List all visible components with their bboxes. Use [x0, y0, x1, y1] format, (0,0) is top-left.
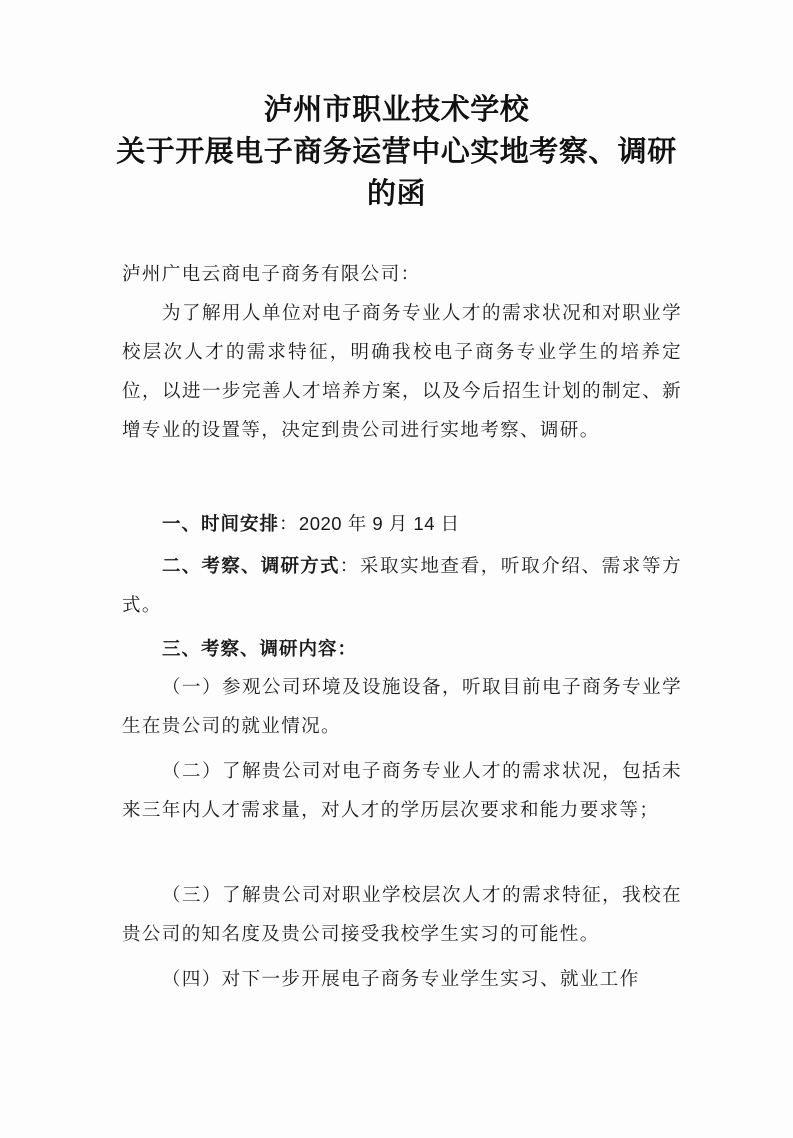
section-method-label: 二、考察、调研方式: [162, 556, 340, 577]
content-item-1: （一）参观公司环境及设施设备，听取目前电子商务专业学生在贵公司的就业情况。: [122, 677, 682, 737]
section-method: [122, 547, 682, 625]
title-line-3: 的函: [366, 176, 426, 210]
section-time-value: 2020 年 9 月 14 日: [298, 513, 460, 534]
intro-paragraph: 为了解用人单位对电子商务专业人才的需求状况和对职业学校层次人才的需求特征，明确我校电子商务专业学生的培养定位，以进一步完善人才培养方案，以及今后招生计划的制定、新增专业的设置等，决定到贵公司进行实地考察、调研。: [122, 303, 682, 441]
content-item-2: （二）了解贵公司对电子商务专业人才的需求状况，包括未来三年内人才需求量，对人才的学历层次要求和能力要求等；: [122, 761, 682, 821]
section-method-sep: ：: [339, 556, 360, 577]
section-method-value: 采取实地查看，听取介绍、需求等方式。: [122, 556, 682, 616]
content-item-3: （三）了解贵公司对职业学校层次人才的需求特征，我校在贵公司的知名度及贵公司接受我校学生实习的可能性。: [122, 885, 682, 945]
section-time-sep: ：: [279, 514, 299, 535]
document-title: [0, 88, 793, 214]
section-content-label: 三、考察、调研内容：: [162, 639, 358, 660]
content-item-4: （四）对下一步开展电子商务专业学生实习、就业工作: [162, 969, 640, 990]
section-content-heading: [122, 630, 682, 669]
section-time: [122, 504, 682, 544]
salutation: 泸州广电云商电子商务有限公司：: [122, 264, 421, 285]
section-time-label: 一、时间安排: [162, 514, 280, 535]
title-line-2: 关于开展电子商务运营中心实地考察、调研: [116, 134, 677, 168]
title-line-1: 泸州市职业技术学校: [263, 92, 530, 126]
